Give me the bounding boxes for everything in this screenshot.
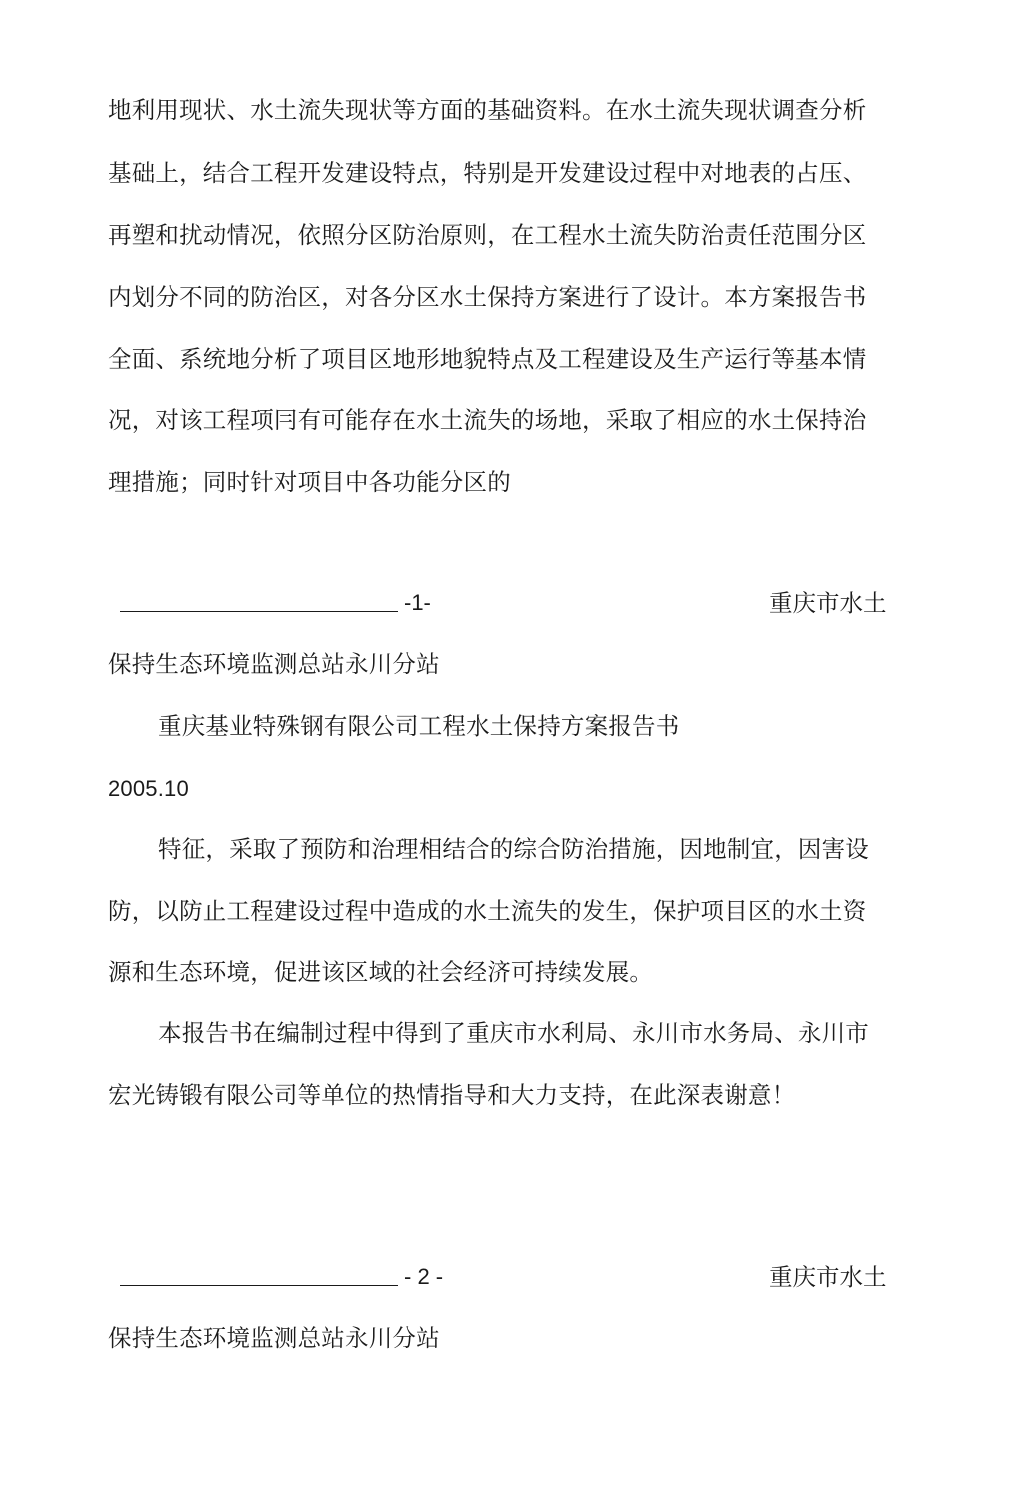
paragraph-line: 地利用现状、水土流失现状等方面的基础资料。在水土流失现状调查分析 <box>108 96 867 124</box>
paragraph-line: 内划分不同的防治区，对各分区水土保持方案进行了设计。本方案报告书 <box>108 283 867 311</box>
paragraph-line: 防，以防止工程建设过程中造成的水土流失的发生，保护项目区的水土资 <box>108 897 867 925</box>
page-number: -1- <box>404 590 431 615</box>
document-title: 重庆基业特殊钢有限公司工程水土保持方案报告书 <box>158 712 680 740</box>
paragraph-line: 源和生态环境，促进该区域的社会经济可持续发展。 <box>108 958 654 986</box>
footer-rule <box>120 611 398 612</box>
footer-rule <box>120 1285 398 1286</box>
paragraph-line: 宏光铸锻有限公司等单位的热情指导和大力支持，在此深表谢意！ <box>108 1081 796 1109</box>
page-number: - 2 - <box>404 1264 444 1289</box>
paragraph-line: 本报告书在编制过程中得到了重庆市水利局、永川市水务局、永川市 <box>158 1019 869 1047</box>
footer-org-name-continued: 保持生态环境监测总站永川分站 <box>108 1324 440 1352</box>
footer-org-name-continued: 保持生态环境监测总站永川分站 <box>108 650 440 678</box>
paragraph-line: 理措施；同时针对项目中各功能分区的 <box>108 468 511 496</box>
paragraph-line: 特征，采取了预防和治理相结合的综合防治措施，因地制宜，因害设 <box>158 835 869 863</box>
paragraph-line: 全面、系统地分析了项目区地形地貌特点及工程建设及生产运行等基本情 <box>108 345 867 373</box>
paragraph-line: 再塑和扰动情况，依照分区防治原则，在工程水土流失防治责任范围分区 <box>108 221 867 249</box>
footer-org-name: 重庆市水土 <box>769 1263 887 1291</box>
document-date: 2005.10 <box>108 776 189 801</box>
paragraph-line: 况，对该工程项冃有可能存在水土流失的场地，采取了相应的水土保持治 <box>108 406 867 434</box>
paragraph-line: 基础上，结合工程开发建设特点，特别是开发建设过程中对地表的占压、 <box>108 159 867 187</box>
footer-org-name: 重庆市水土 <box>769 589 887 617</box>
